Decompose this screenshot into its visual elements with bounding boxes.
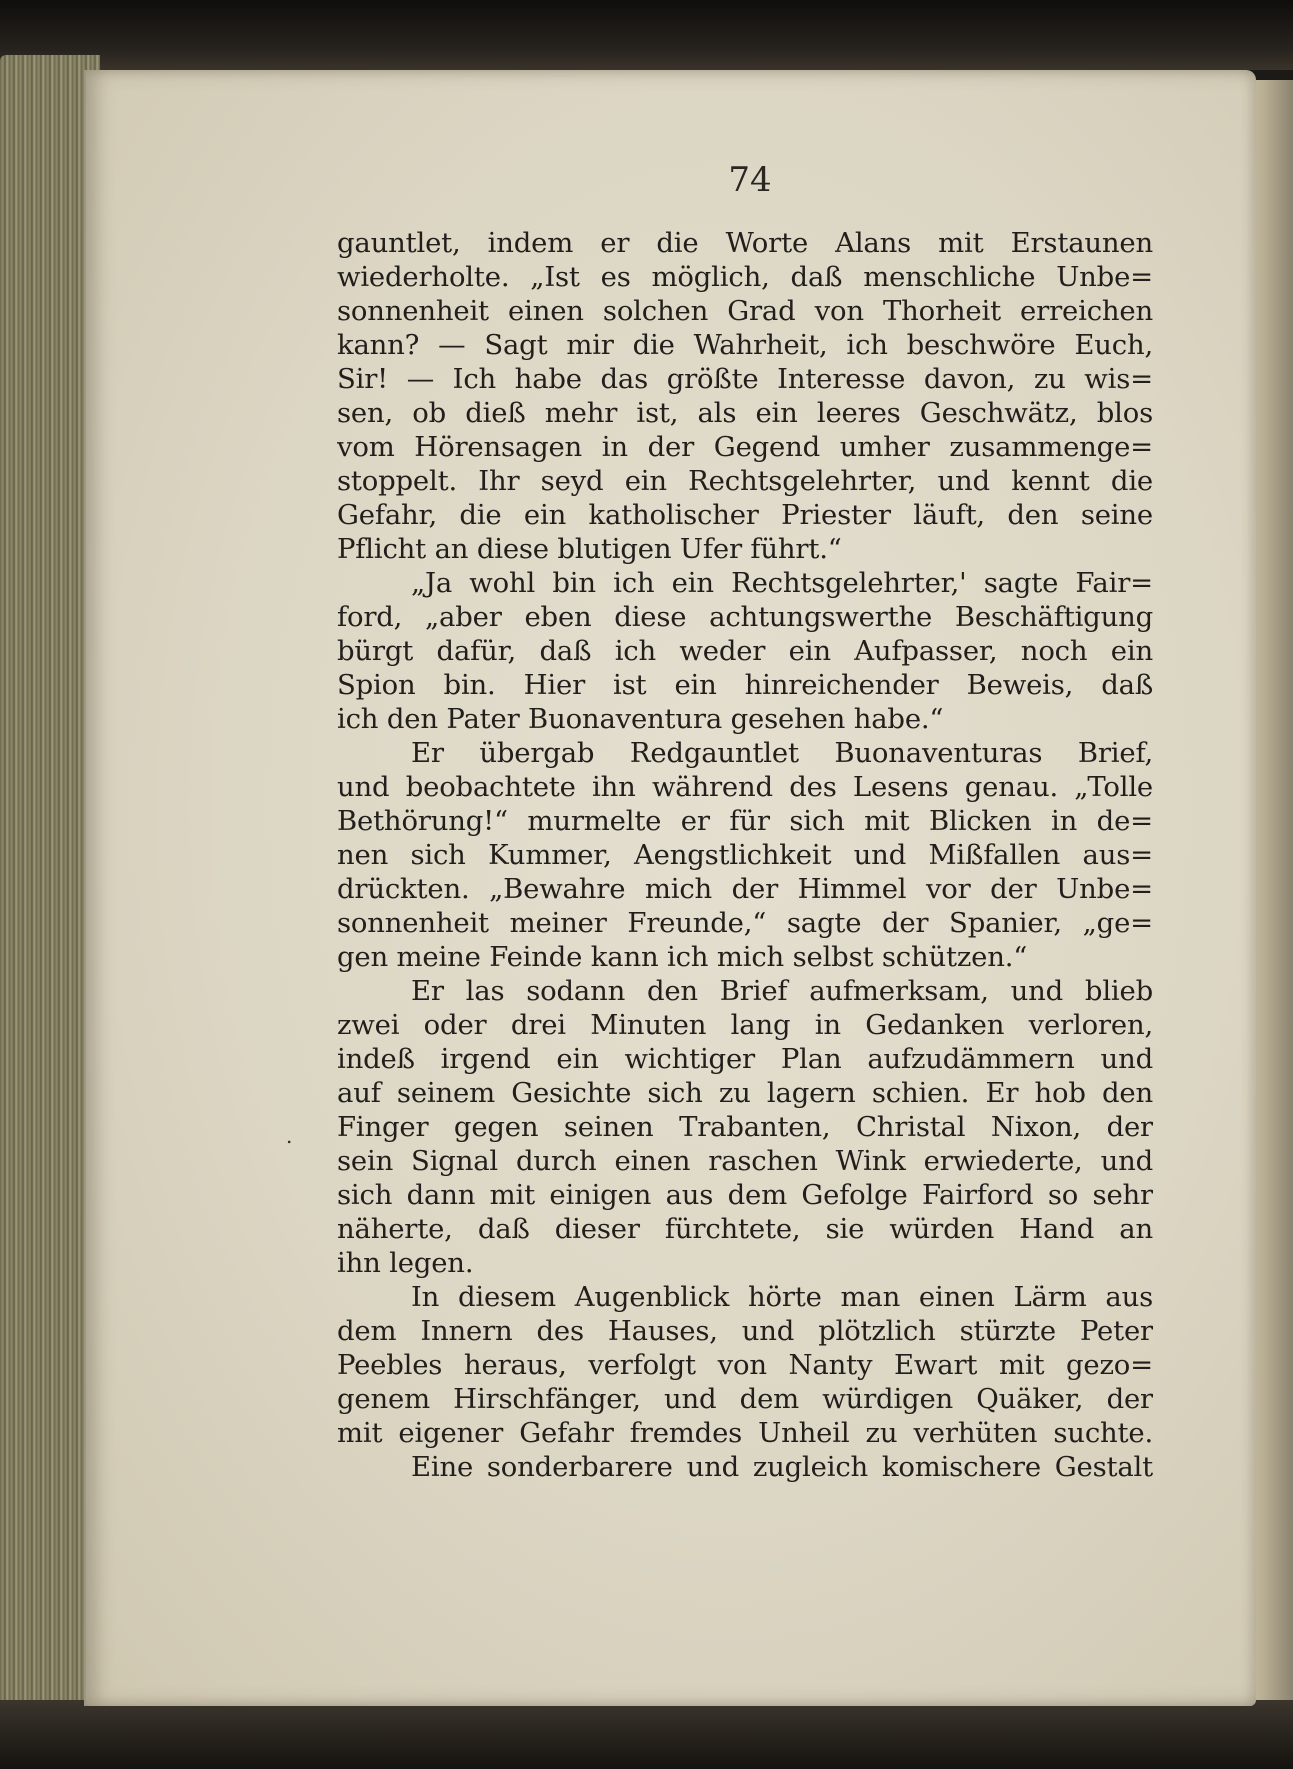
text-line: und beobachtete ihn während des Lesens genau. „Tolle bbox=[337, 771, 1153, 803]
body-text bbox=[337, 226, 1153, 1484]
text-line: kann? — Sagt mir die Wahrheit, ich beschwöre Euch, bbox=[337, 329, 1153, 361]
text-line: Eine sonderbarere und zugleich komischere Gestalt bbox=[411, 1451, 1153, 1483]
text-line: Pflicht an diese blutigen Ufer führt.“ bbox=[337, 533, 842, 565]
text-line: auf seinem Gesichte sich zu lagern schien. Er hob den bbox=[337, 1077, 1153, 1109]
text-line: ford, „aber eben diese achtungswerthe Beschäftigung bbox=[337, 601, 1153, 633]
margin-dot: . bbox=[286, 1124, 293, 1148]
text-line: vom Hörensagen in der Gegend umher zusammenge= bbox=[337, 431, 1153, 463]
text-line: Sir! — Ich habe das größte Interesse davon, zu wis= bbox=[337, 363, 1153, 395]
text-line: sich dann mit einigen aus dem Gefolge Fairford so sehr bbox=[337, 1179, 1153, 1211]
text-line: gauntlet, indem er die Worte Alans mit Erstaunen bbox=[337, 227, 1153, 259]
text-line: stoppelt. Ihr seyd ein Rechtsgelehrter, und kennt die bbox=[337, 465, 1153, 497]
text-line: Peebles heraus, verfolgt von Nanty Ewart mit gezo= bbox=[337, 1349, 1153, 1381]
text-line: näherte, daß dieser fürchtete, sie würden Hand an bbox=[337, 1213, 1153, 1245]
text-line: dem Innern des Hauses, und plötzlich stürzte Peter bbox=[337, 1315, 1153, 1347]
text-line: indeß irgend ein wichtiger Plan aufzudämmern und bbox=[337, 1043, 1153, 1075]
text-line: sen, ob dieß mehr ist, als ein leeres Geschwätz, blos bbox=[337, 397, 1153, 429]
book-cover-top bbox=[0, 0, 1293, 70]
text-line: Spion bin. Hier ist ein hinreichender Beweis, daß bbox=[337, 669, 1153, 701]
text-line: ihn legen. bbox=[337, 1247, 474, 1279]
text-line: bürgt dafür, daß ich weder ein Aufpasser, noch ein bbox=[337, 635, 1153, 667]
text-line: „Ja wohl bin ich ein Rechtsgelehrter,' sagte Fair= bbox=[411, 567, 1153, 599]
text-line: gen meine Feinde kann ich mich selbst schützen.“ bbox=[337, 941, 1028, 973]
page-number: 74 bbox=[728, 160, 772, 200]
text-line: mit eigener Gefahr fremdes Unheil zu verhüten suchte. bbox=[337, 1417, 1153, 1449]
text-line: sonnenheit einen solchen Grad von Thorheit erreichen bbox=[337, 295, 1153, 327]
text-line: zwei oder drei Minuten lang in Gedanken verloren, bbox=[337, 1009, 1153, 1041]
page-gutter bbox=[84, 70, 86, 1706]
text-line: Bethörung!“ murmelte er für sich mit Blicken in de= bbox=[337, 805, 1153, 837]
text-line: Finger gegen seinen Trabanten, Christal Nixon, der bbox=[337, 1111, 1153, 1143]
text-line: Er las sodann den Brief aufmerksam, und blieb bbox=[411, 975, 1153, 1007]
text-line: genem Hirschfänger, und dem würdigen Quäker, der bbox=[337, 1383, 1153, 1415]
book-bottom-shadow bbox=[0, 1700, 1293, 1769]
text-line: sonnenheit meiner Freunde,“ sagte der Spanier, „ge= bbox=[337, 907, 1153, 939]
text-line: Gefahr, die ein katholischer Priester läuft, den seine bbox=[337, 499, 1153, 531]
text-line: wiederholte. „Ist es möglich, daß menschliche Unbe= bbox=[337, 261, 1153, 293]
text-line: nen sich Kummer, Aengstlichkeit und Mißfallen aus= bbox=[337, 839, 1153, 871]
text-line: Er übergab Redgauntlet Buonaventuras Brief, bbox=[411, 737, 1153, 769]
text-line: In diesem Augenblick hörte man einen Lärm aus bbox=[411, 1281, 1153, 1313]
text-line: ich den Pater Buonaventura gesehen habe.“ bbox=[337, 703, 944, 735]
text-line: sein Signal durch einen raschen Wink erwiederte, und bbox=[337, 1145, 1153, 1177]
text-line: drückten. „Bewahre mich der Himmel vor der Unbe= bbox=[337, 873, 1153, 905]
